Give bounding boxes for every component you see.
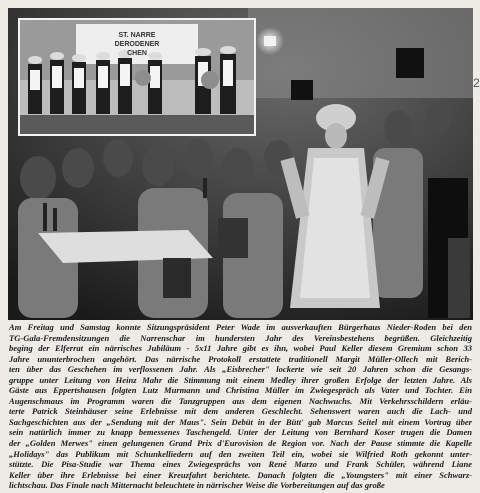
article-caption <box>9 322 472 490</box>
caption-line: Gäste aus Eppertshausen folgten Lutz Murmann und Christina Müller im Zwiegespräch als Vater und Tochter. Ein <box>9 385 472 396</box>
caption-line: Keller über ihre Erlebnisse bei einer Kreuzfahrt berichtete. Danach folgten die „Youngsters" mit einer Schwarz- <box>9 469 472 480</box>
stage-inset-photo <box>18 18 256 136</box>
caption-line: Jahre ununterbrochen angehört. Das närrische Protokoll erstattete traditionell Margit Müller-Ollech mit Berich- <box>9 353 472 364</box>
caption-line: TG-Gala-Fremdensitzungen die Narrenschar im hundersten Jahr des Vereinsbestehens begrüßen. Gleichzeitig <box>9 332 472 343</box>
stage-scene <box>20 20 254 134</box>
caption-line: Augenschmaus im Programm waren die Tanzgruppen aus dem eigenen Nachwuchs. Mit Verkehrsschildern erläu- <box>9 395 472 406</box>
caption-line: terte Patrick Steinhäuser seine Erlebnisse mit dem anderen Geschlecht. Sehenswert waren auch die Lach- und <box>9 406 472 417</box>
caption-line: Am Freitag und Samstag konnte Sitzungspräsident Peter Wade im ausverkauften Bürgerhaus Nieder-Roden bei den <box>9 322 472 332</box>
caption-line: stützte. Die Pisa-Studie war Thema eines Zwiegesprächs von René Marzo und Frank Schüler, während Liane <box>9 459 472 470</box>
caption-line: der „Golden Merwes" einen gelungenen Grand Prix d'Eurovision de Region vor. Nach der Pause stimmte die Kapelle <box>9 438 472 449</box>
page-edge-mark: 2 <box>473 76 480 90</box>
banner-line-2: DERODENER <box>114 41 160 48</box>
banner-line-1: ST. NARRE <box>118 32 156 39</box>
caption-line: „Holidays" das Publikum mit Schunkelliedern auf den zweiten Teil ein, wobei sie Wilfried Roth gekonnt unter- <box>9 448 472 459</box>
caption-line: lichtschau. Das Finale nach Mitternacht beleuchtete in närrischer Weise die Vorbereitungen auf das große <box>9 480 385 490</box>
caption-line: Sachgeschichten aus der „Sendung mit der Maus". Sein Debüt in der Bütt' gab Marcus Seitel mit einem Vortrag über <box>9 416 472 427</box>
caption-line: beging der Elferrat ein närrisches Jubiläum - 5x11 Jahre gibt es ihn, wobei Paul Keller diesem Gremium schon 33 <box>9 343 472 354</box>
caption-line: gruppe unter Leitung von Heinz Mahr die Stimmung mit einem Medley ihrer großen Erfolge der letzten Jahre. Als <box>9 374 472 385</box>
banner-line-3: CHEN <box>127 50 147 57</box>
caption-line: sein natürlich immer zu knapp bemessenes Taschengeld. Unter der Leitung von Bernhard Koser trugen die Damen <box>9 427 472 438</box>
caption-line: ten über das Geschehen im verflossenen Jahr. Als „Eisbrecher" lockerte wie seit 20 Jahren schon die Gesangs- <box>9 364 472 375</box>
carnival-photo <box>8 8 473 320</box>
